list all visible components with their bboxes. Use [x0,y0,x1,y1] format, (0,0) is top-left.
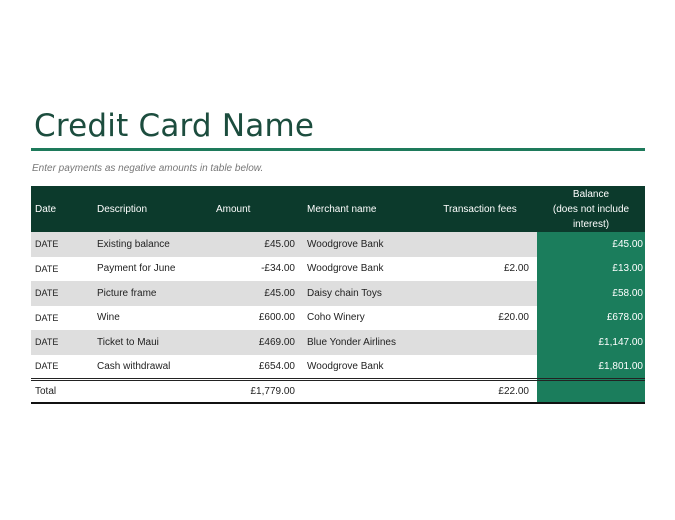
cell-amount[interactable]: £654.00 [258,360,295,372]
cell-description[interactable]: Ticket to Maui [93,330,213,355]
header-balance-line2: (does not include [552,203,630,215]
cell-merchant[interactable]: Blue Yonder Airlines [303,330,423,355]
cell-date[interactable]: DATE [31,330,93,355]
instructions-text: Enter payments as negative amounts in table below. [32,163,264,174]
cell-fees[interactable] [423,281,537,306]
table-row [31,355,645,380]
cell-description[interactable]: Payment for June [97,263,176,275]
header-balance-line1: Balance [572,188,610,200]
title-divider [31,148,645,151]
total-merchant-empty [303,379,423,403]
cell-description[interactable]: Cash withdrawal [97,360,171,372]
total-description-empty [93,379,213,403]
cell-description[interactable]: Picture frame [93,281,213,306]
cell-balance: £678.00 [537,306,645,331]
total-label: Total [31,379,93,403]
cell-date[interactable]: DATE [35,312,59,323]
cell-amount[interactable]: £600.00 [258,312,295,324]
cell-fees[interactable]: £2.00 [503,263,529,275]
cell-date[interactable]: DATE [35,361,59,371]
cell-amount[interactable]: £469.00 [213,330,303,355]
transactions-table [31,186,645,404]
cell-date[interactable]: DATE [31,232,93,257]
cell-balance: £13.00 [537,257,645,282]
header-date[interactable]: Date [35,203,57,215]
cell-date[interactable]: DATE [35,263,59,274]
cell-fees[interactable]: £20.00 [498,312,529,324]
header-balance-line3: interest) [572,218,610,230]
cell-amount[interactable]: £45.00 [213,281,303,306]
header-amount[interactable]: Amount [216,203,251,215]
cell-description[interactable]: Existing balance [93,232,213,257]
cell-balance: £1,147.00 [537,330,645,355]
table-row [31,257,645,282]
total-fees: £22.00 [423,379,537,403]
total-amount: £1,779.00 [213,379,303,403]
page-title: Credit Card Name [34,108,315,144]
header-merchant[interactable]: Merchant name [307,203,377,215]
cell-merchant[interactable]: Coho Winery [307,312,365,324]
total-row [31,379,645,403]
table-header-row [31,186,645,232]
cell-merchant[interactable]: Woodgrove Bank [307,263,384,275]
cell-amount[interactable]: £45.00 [213,232,303,257]
cell-balance: £45.00 [537,232,645,257]
table-row [31,306,645,331]
total-balance-empty [537,379,645,403]
table-row [31,281,645,306]
cell-fees[interactable] [423,232,537,257]
cell-fees[interactable] [423,355,537,380]
table-row [31,330,645,355]
cell-merchant[interactable]: Woodgrove Bank [307,360,384,372]
cell-date[interactable]: DATE [31,281,93,306]
cell-fees[interactable] [423,330,537,355]
cell-balance: £1,801.00 [537,355,645,380]
header-balance[interactable] [537,186,645,232]
table-row [31,232,645,257]
cell-amount[interactable]: -£34.00 [261,263,295,275]
cell-merchant[interactable]: Woodgrove Bank [303,232,423,257]
header-fees[interactable]: Transaction fees [443,203,517,215]
cell-balance: £58.00 [537,281,645,306]
cell-description[interactable]: Wine [97,312,120,324]
cell-merchant[interactable]: Daisy chain Toys [303,281,423,306]
header-description[interactable]: Description [97,203,148,215]
